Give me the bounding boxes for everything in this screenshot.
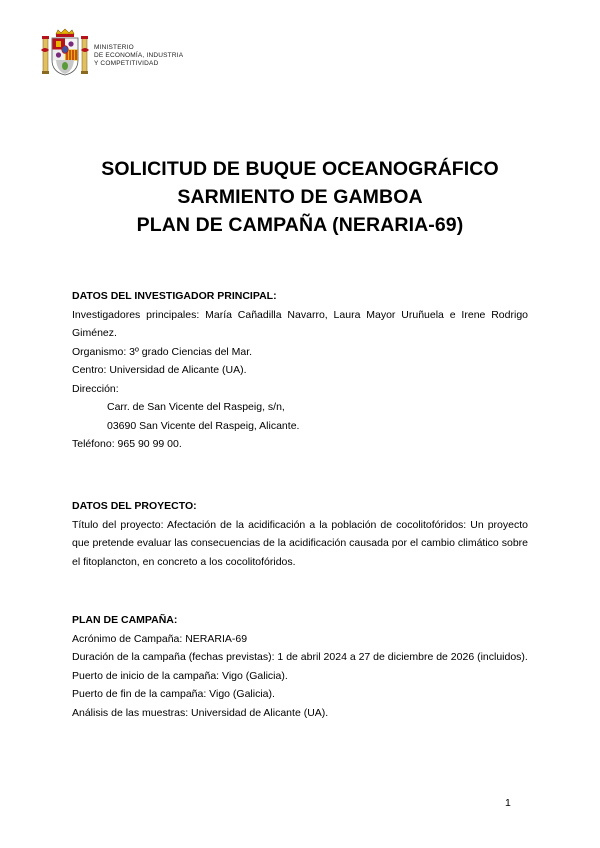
page-number: 1 (505, 797, 511, 809)
address-label: Dirección: (72, 382, 119, 395)
plan-section (72, 611, 528, 722)
analysis-text: Análisis de las muestras: Universidad de Alicante (UA). (72, 706, 329, 719)
project-section (72, 497, 528, 571)
project-heading: DATOS DEL PROYECTO: (72, 500, 197, 512)
phone-text: Teléfono: 965 90 99 00. (72, 438, 182, 450)
start-port-text: Puerto de inicio de la campaña: Vigo (Galicia). (72, 669, 288, 682)
center-text: Centro: Universidad de Alicante (UA). (72, 364, 247, 376)
ministry-line: DE ECONOMÍA, INDUSTRIA (94, 52, 184, 59)
ministry-line: Y COMPETITIVIDAD (94, 60, 159, 67)
researchers-text: Investigadores principales: María Cañadilla Navarro, Laura Mayor Uruñuela e Irene Rodrigo Giménez. (72, 308, 528, 339)
title-line-2: SARMIENTO DE GAMBOA (177, 186, 423, 208)
address-line-2: 03690 San Vicente del Raspeig, Alicante. (107, 419, 300, 432)
document-title (0, 155, 600, 239)
investigator-heading: DATOS DEL INVESTIGADOR PRINCIPAL: (72, 290, 277, 302)
plan-heading: PLAN DE CAMPAÑA: (72, 614, 178, 626)
end-port-text: Puerto de fin de la campaña: Vigo (Galicia). (72, 688, 275, 700)
project-title-text: Título del proyecto: Afectación de la acidificación a la población de cocolitofóridos: Un proyecto que pretende evaluar las consecuencias de la acidificación causada por el cambio climático sobre el fitoplancton, en concreto a los cocolitofóridos. (72, 518, 528, 568)
coat-of-arms-icon (40, 28, 90, 78)
address-line-1: Carr. de San Vicente del Raspeig, s/n, (107, 401, 285, 413)
ministry-line: MINISTERIO (94, 44, 134, 51)
acronym-text: Acrónimo de Campaña: NERARIA-69 (72, 632, 248, 645)
title-line-3: PLAN DE CAMPAÑA (NERARIA-69) (136, 214, 464, 236)
ministry-name (94, 44, 183, 68)
ministry-header (40, 28, 260, 80)
investigator-section (72, 287, 528, 454)
title-line-1: SOLICITUD DE BUQUE OCEANOGRÁFICO (101, 158, 499, 180)
duration-text: Duración de la campaña (fechas previstas): 1 de abril 2024 a 27 de diciembre de 2026 (incluidos). (72, 651, 528, 663)
organism-text: Organismo: 3º grado Ciencias del Mar. (72, 345, 253, 358)
